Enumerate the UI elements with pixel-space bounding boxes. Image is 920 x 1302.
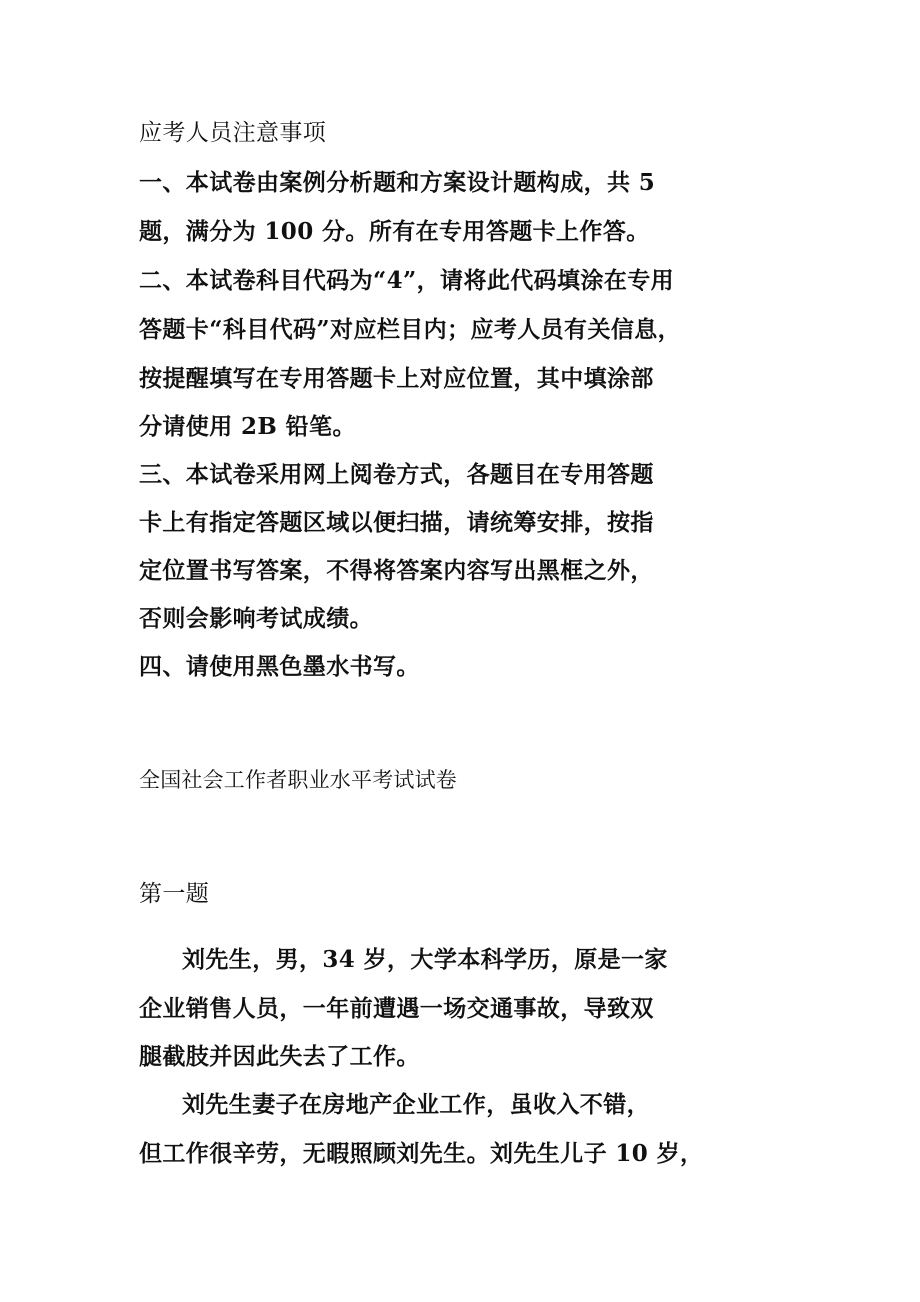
notice-item-2-line-2: 答题卡“科目代码”对应栏目内；应考人员有关信息， <box>139 316 682 343</box>
notice-item-3-line-2: 卡上有指定答题区域以便扫描，请统筹安排，按指 <box>139 509 654 536</box>
question-1-para-2-line-2: 但工作很辛劳，无暇照顾刘先生。刘先生儿子 10 岁， <box>139 1140 704 1167</box>
question-1-para-1-line-1: 刘先生，男，34 岁，大学本科学历，原是一家 <box>182 946 668 973</box>
notice-item-3-line-1: 三、本试卷采用网上阅卷方式，各题目在专用答题 <box>139 461 654 488</box>
notice-item-2-line-3: 按提醒填写在专用答题卡上对应位置，其中填涂部 <box>139 365 654 392</box>
question-1-para-1-line-2: 企业销售人员，一年前遭遇一场交通事故，导致双 <box>139 995 654 1022</box>
exam-title: 全国社会工作者职业水平考试试卷 <box>139 768 457 792</box>
notice-item-3-line-3: 定位置书写答案，不得将答案内容写出黑框之外， <box>139 557 654 584</box>
notice-item-2-line-1: 二、本试卷科目代码为“4”，请将此代码填涂在专用 <box>139 267 675 294</box>
notice-item-3-line-4: 否则会影响考试成绩。 <box>139 605 373 632</box>
notice-item-1-line-1: 一、本试卷由案例分析题和方案设计题构成，共 5 <box>139 169 656 196</box>
question-1-heading: 第一题 <box>139 881 210 907</box>
question-1-para-2-line-1: 刘先生妻子在房地产企业工作，虽收入不错， <box>182 1091 650 1118</box>
question-1-para-1-line-3: 腿截肢并因此失去了工作。 <box>139 1043 420 1070</box>
notice-item-1-line-2: 题，满分为 100 分。所有在专用答题卡上作答。 <box>139 218 650 245</box>
notice-heading: 应考人员注意事项 <box>139 120 327 146</box>
notice-item-2-line-4: 分请使用 2B 铅笔。 <box>139 413 356 440</box>
notice-item-4-line-1: 四、请使用黑色墨水书写。 <box>139 653 420 680</box>
